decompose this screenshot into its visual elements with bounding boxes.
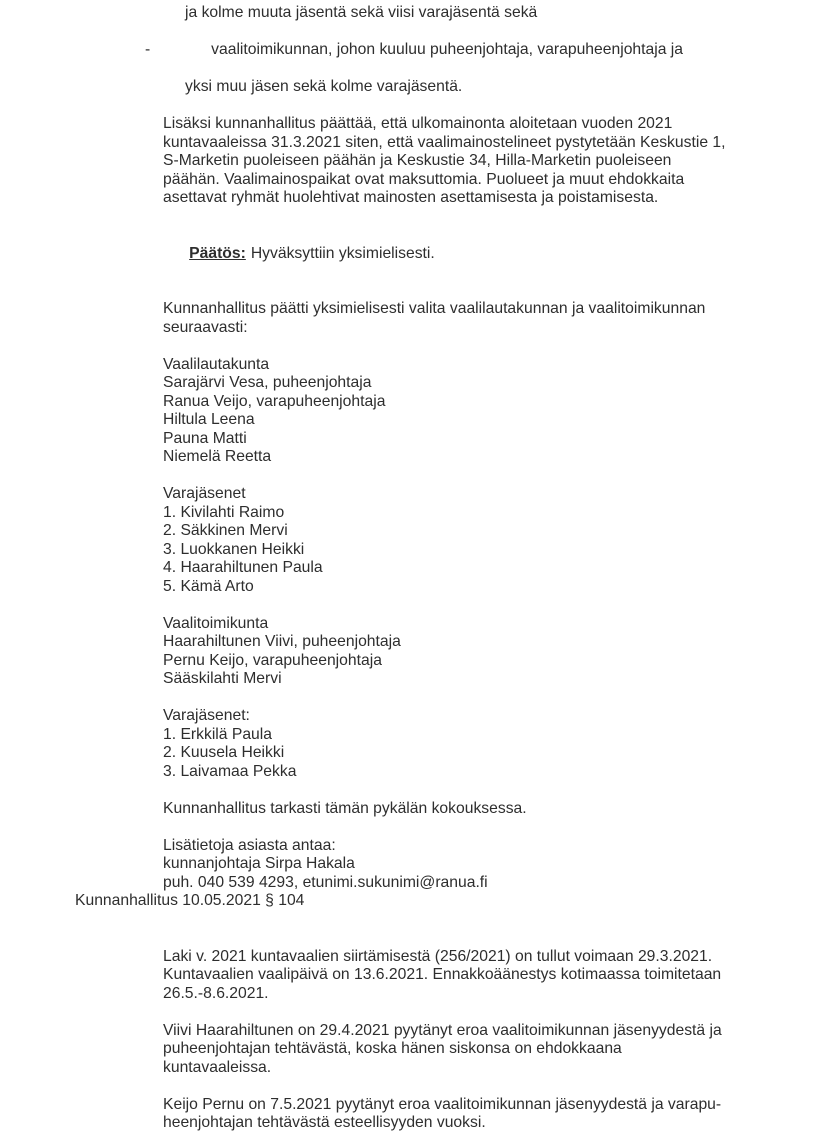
paragraph-line: Lisäksi kunnanhallitus päättää, että ulkomainonta aloitetaan vuoden 2021 (163, 115, 673, 132)
decision-text: Hyväksyttiin yksimielisesti. (250, 244, 435, 262)
section-title: Varajäsenet: (163, 707, 250, 724)
paragraph-keijo (0, 1096, 816, 1133)
member-line: Sääskilahti Mervi (163, 670, 282, 687)
paragraph-line: asettavat ryhmät huolehtivat mainosten asettamisesta ja poistamisesta. (163, 189, 659, 206)
paragraph-line: heenjohtajan tehtävästä esteellisyyden vuoksi. (163, 1114, 486, 1131)
paragraph-line: kunnanjohtaja Sirpa Hakala (163, 855, 355, 872)
decision-label: Päätös: (189, 244, 246, 262)
paragraph-ulkomainonta (0, 115, 816, 208)
member-line: Pernu Keijo, varapuheenjohtaja (163, 651, 382, 669)
section-varajasenet-1 (0, 485, 816, 596)
member-line: 1. Kivilahti Raimo (163, 503, 285, 521)
bullet-dash: - (145, 41, 151, 58)
section-varajasenet-2 (0, 707, 816, 781)
paragraph-line: S-Marketin puoleiseen päähän ja Keskustie 34, Hilla-Marketin puoleiseen (163, 152, 672, 169)
paragraph-line: päähän. Vaalimainospaikat ovat maksuttomia. Puolueet ja muut ehdokkaita (163, 170, 685, 188)
section-title: Vaalitoimikunta (163, 614, 269, 632)
member-line: 2. Säkkinen Mervi (163, 522, 288, 539)
paragraph-line: Keijo Pernu on 7.5.2021 pyytänyt eroa vaalitoimikunnan jäsenyydestä ja varapu- (163, 1095, 722, 1113)
paragraph-paatti (0, 300, 816, 337)
paragraph-line: Viivi Haarahiltunen on 29.4.2021 pyytänyt eroa vaalitoimikunnan jäsenyydestä ja (163, 1021, 722, 1039)
member-line: Haarahiltunen Viivi, puheenjohtaja (163, 633, 401, 650)
section-heading-kunnanhallitus: Kunnanhallitus 10.05.2021 § 104 (75, 892, 305, 909)
member-line: 3. Luokkanen Heikki (163, 540, 305, 558)
paragraph-line: 26.5.-8.6.2021. (163, 984, 269, 1002)
bullet-continuation-line: ja kolme muuta jäsentä sekä viisi varajäsentä sekä (185, 4, 538, 21)
paragraph-line: seuraavasti: (163, 318, 248, 336)
section-vaalilautakunta (0, 356, 816, 467)
section-title: Varajäsenet (163, 485, 246, 502)
member-line: 4. Haarahiltunen Paula (163, 559, 323, 576)
paragraph-line: Kuntavaalien vaalipäivä on 13.6.2021. Ennakkoäänestys kotimaassa toimitetaan (163, 966, 722, 983)
member-line: Ranua Veijo, varapuheenjohtaja (163, 392, 386, 410)
member-line: Sarajärvi Vesa, puheenjohtaja (163, 374, 372, 391)
tarkastus-line: Kunnanhallitus tarkasti tämän pykälän kokouksessa. (163, 799, 527, 817)
paragraph-line: kuntavaaleissa. (163, 1058, 272, 1076)
bullet-item (145, 23, 816, 79)
section-title: Vaalilautakunta (163, 355, 270, 373)
member-line: Pauna Matti (163, 429, 247, 447)
member-line: 2. Kuusela Heikki (163, 744, 285, 761)
contact-line: puh. 040 539 4293, etunimi.sukunimi@ranua.fi (163, 873, 488, 891)
section-vaalitoimikunta (0, 615, 816, 689)
bullet-item-text-wrap: yksi muu jäsen sekä kolme varajäsentä. (185, 78, 463, 95)
paragraph-line: Kunnanhallitus päätti yksimielisesti valita vaalilautakunnan ja vaalitoimikunnan (163, 300, 706, 317)
member-line: 5. Kämä Arto (163, 577, 254, 595)
paragraph-viivi (0, 1022, 816, 1078)
member-line: Hiltula Leena (163, 411, 255, 428)
section-lisatiedot (0, 837, 816, 893)
paragraph-laki (0, 948, 816, 1004)
paragraph-line: puheenjohtajan tehtävästä, koska hänen siskonsa on ehdokkaana (163, 1040, 622, 1057)
bullet-item-text: vaalitoimikunnan, johon kuuluu puheenjohtaja, varapuheenjohtaja ja (211, 41, 684, 58)
member-line: 3. Laivamaa Pekka (163, 762, 297, 780)
paragraph-line: Lisätietoja asiasta antaa: (163, 836, 336, 854)
paragraph-line: Laki v. 2021 kuntavaalien siirtämisestä (256/2021) on tullut voimaan 29.3.2021. (163, 947, 713, 965)
decision-line (163, 226, 816, 282)
member-line: Niemelä Reetta (163, 448, 272, 465)
paragraph-line: kuntavaaleissa 31.3.2021 siten, että vaalimainostelineet pystytetään Keskustie 1, (163, 133, 726, 151)
document-content (0, 4, 816, 1133)
member-line: 1. Erkkilä Paula (163, 725, 272, 743)
